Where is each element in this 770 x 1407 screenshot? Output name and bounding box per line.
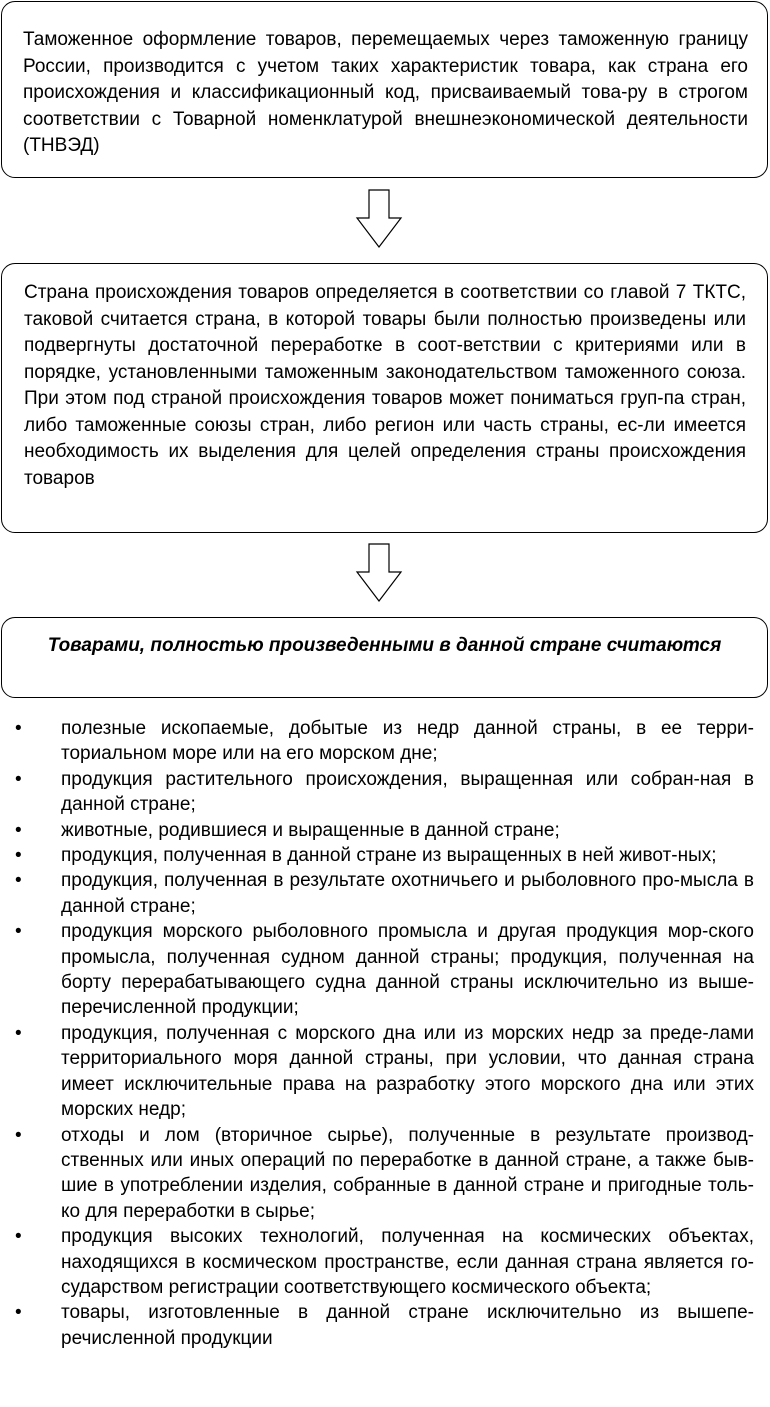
- list-item: [0, 818, 770, 843]
- down-arrow-icon: [355, 189, 403, 249]
- list-item: [0, 1021, 770, 1123]
- bullet-dot-icon: •: [15, 921, 22, 943]
- bullet-dot-icon: •: [15, 870, 22, 892]
- list-item: [0, 1224, 770, 1300]
- list-item-text: продукция, полученная в данной стране из выращенных в ней живот-ных;: [61, 845, 717, 867]
- flow-box-country-of-origin-text: Страна происхождения товаров определяется в соответствии со главой 7 ТКТС, таковой считается страна, в которой товары были полностью произведены или подвергнуты достаточной переработке в соот-ветствии с критериями или в порядке, установленными таможенным законодательством таможенного союза. При этом под страной происхождения товаров может пониматься груп-па стран, либо таможенные союзы стран, либо регион или часть страны, ес-ли имеется необходимость их выделения для целей определения страны происхождения товаров: [24, 282, 746, 489]
- list-item-text: отходы и лом (вторичное сырье), полученные в результате производ-ственных или иных операций по переработке в данной стране, а также быв-шие в употреблении изделия, собранные в данной стране и пригодные толь-ко для переработки в сырье;: [61, 1124, 754, 1222]
- bullet-dot-icon: •: [15, 1302, 22, 1324]
- flow-box-customs-clearance: [1, 1, 768, 178]
- flow-box-wholly-produced-heading-text: Товарами, полностью произведенными в данной стране считаются: [47, 635, 722, 656]
- bullet-dot-icon: •: [15, 768, 22, 790]
- list-item: [0, 767, 770, 818]
- flow-box-country-of-origin: [1, 263, 768, 533]
- down-arrow-icon: [355, 543, 403, 603]
- list-item-text: продукция, полученная с морского дна или из морских недр за преде-лами территориального моря данной страны, при условии, что данная страна имеет исключительные права на разработку этого морского дна или этих морских недр;: [61, 1022, 754, 1121]
- bullet-dot-icon: •: [15, 819, 22, 841]
- wholly-produced-goods-list: [0, 716, 770, 1351]
- list-item: [0, 1123, 770, 1225]
- bullet-dot-icon: •: [15, 718, 22, 739]
- list-item-text: продукция растительного происхождения, выращенная или собран-ная в данной стране;: [61, 768, 754, 816]
- list-item-text: продукция, полученная в результате охотничьего и рыболовного про-мысла в данной стране;: [61, 870, 754, 917]
- list-item: [0, 716, 770, 767]
- flow-box-wholly-produced-heading: [1, 617, 768, 698]
- list-item-text: полезные ископаемые, добытые из недр данной страны, в ее терри-ториальном море или на его морском дне;: [61, 718, 754, 765]
- list-item: [0, 919, 770, 1021]
- list-item-text: продукция высоких технологий, полученная на космических объектах, находящихся в космическом пространстве, если данная страна является го-сударством регистрации соответствующего космического объекта;: [61, 1226, 754, 1298]
- list-item: [0, 1300, 770, 1351]
- bullet-dot-icon: •: [15, 1226, 22, 1248]
- list-item-text: продукция морского рыболовного промысла и другая продукция мор-ского промысла, полученная судном данной страны; продукция, полученная на борту перерабатывающего судна данной страны исключительно из выше-перечисленной продукции;: [61, 921, 754, 1019]
- list-item-text: животные, родившиеся и выращенные в данной стране;: [61, 819, 560, 841]
- flow-box-customs-clearance-text: Таможенное оформление товаров, перемещаемых через таможенную границу России, производится с учетом таких характеристик товара, как страна его происхождения и классификационный код, присваиваемый това-ру в строгом соответствии с Товарной номенклатурой внешнеэкономической деятельности (ТНВЭД): [23, 29, 748, 156]
- bullet-dot-icon: •: [15, 1022, 22, 1044]
- list-item-text: товары, изготовленные в данной стране исключительно из вышепе-речисленной продукции: [61, 1302, 754, 1349]
- bullet-dot-icon: •: [15, 1124, 22, 1146]
- list-item: [0, 843, 770, 868]
- list-item: [0, 868, 770, 919]
- bullet-dot-icon: •: [15, 845, 22, 867]
